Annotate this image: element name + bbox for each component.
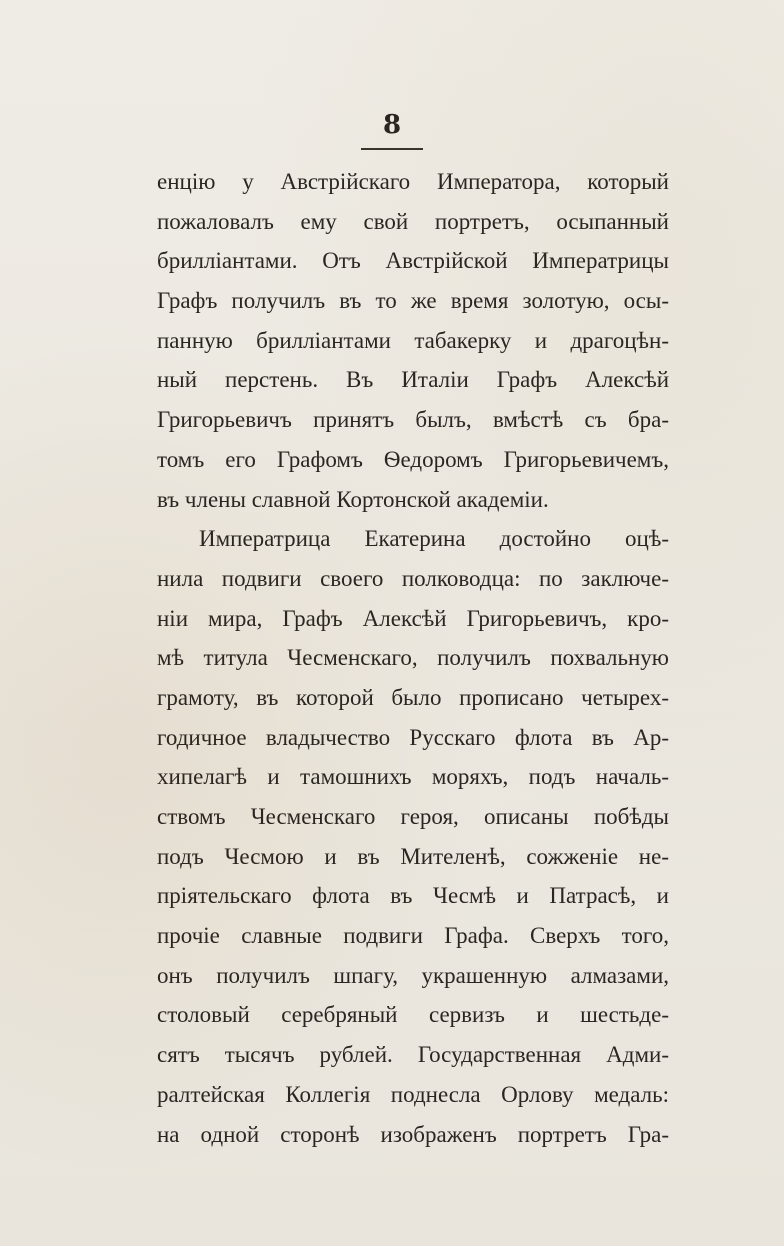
text-line: бриллiантами. Отъ Австрійской Императрицы (157, 248, 669, 274)
text-line: Императрица Екатерина достойно оцѣ- (199, 526, 669, 552)
text-line: хипелагѣ и тамошнихъ моряхъ, подъ началь- (157, 764, 669, 790)
text-line: на одной сторонѣ изображенъ портретъ Гра- (157, 1121, 669, 1147)
page-number-rule (361, 148, 423, 150)
page-number: 8 (382, 110, 402, 140)
text-line: ніи мира, Графъ Алексѣй Григорьевичъ, кро- (157, 605, 669, 631)
text-line: панную бриллiантами табакерку и драгоцѣн- (157, 327, 669, 353)
text-line: въ члены славной Кортонской академіи. (157, 486, 549, 512)
text-line: Графъ получилъ въ то же время золотую, осы- (157, 288, 669, 314)
text-line: ствомъ Чесменскаго героя, описаны побѣды (157, 804, 669, 829)
text-line: пріятельскаго флота въ Чесмѣ и Патрасѣ, и (157, 883, 669, 909)
text-line: ный перстень. Въ Италіи Графъ Алексѣй (157, 367, 669, 393)
text-line: прочіе славные подвиги Графа. Сверхъ того, (157, 923, 669, 949)
text-line: пожаловалъ ему свой портретъ, осыпанный (157, 208, 669, 234)
text-line: подъ Чесмою и въ Мителенѣ, сожженіе не- (157, 843, 669, 869)
text-line: грамоту, въ которой было прописано четырех- (157, 684, 669, 710)
body-text (157, 162, 669, 1154)
text-line: сятъ тысячъ рублей. Государственная Адми- (157, 1042, 669, 1068)
text-line: томъ его Графомъ Ѳедоромъ Григорьевичемъ, (157, 446, 669, 472)
text-line: годичное владычество Русскаго флота въ Ар- (157, 724, 669, 750)
text-line: ралтейская Коллегія поднесла Орлову медаль: (157, 1081, 669, 1107)
text-line: онъ получилъ шпагу, украшенную алмазами, (157, 962, 669, 988)
text-line: енцію у Австрійскаго Императора, который (157, 169, 669, 194)
text-line: нила подвиги своего полководца: по заключе- (157, 565, 669, 591)
text-line: мѣ титула Чесменскаго, получилъ похвальную (157, 645, 669, 671)
text-line: Григорьевичъ принятъ былъ, вмѣстѣ съ бра- (157, 407, 669, 433)
text-line: столовый серебряный сервизъ и шестьде- (157, 1002, 669, 1028)
